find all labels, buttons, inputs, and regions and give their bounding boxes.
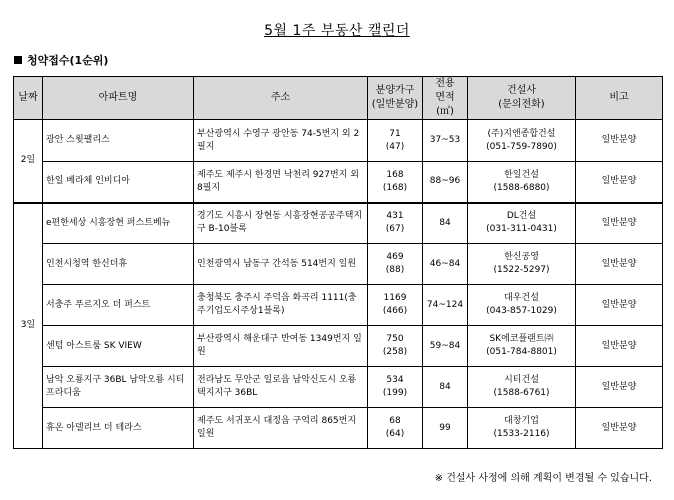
table-row [14,367,663,408]
area-cell: 59~84 [423,326,468,367]
apt-name-cell: 인천시청역 한신더휴 [43,244,194,285]
builder-cell: 대우건설 (043-857-1029) [468,285,576,326]
footnote: ※ 건설사 사정에 의해 계획이 변경될 수 있습니다. [434,473,652,484]
address-cell: 인천광역시 남동구 간석동 514번지 일원 [194,244,368,285]
builder-cell: 대창기업 (1533-2116) [468,408,576,449]
date-cell: 2일 [14,120,43,203]
remark-cell: 일반분양 [576,120,663,162]
builder-cell: 한일건설 (1588-6880) [468,162,576,203]
apt-name-cell: 서충주 푸르지오 더 퍼스트 [43,285,194,326]
apt-name-cell: 휴온 아델리브 더 테라스 [43,408,194,449]
remark-cell: 일반분양 [576,326,663,367]
address-cell: 충청북도 충주시 주덕읍 화곡리 1111(충주기업도시주상1블록) [194,285,368,326]
apt-name-cell: 광안 스윗팰리스 [43,120,194,162]
units-cell: 168 (168) [368,162,423,203]
header-apt: 아파트명 [43,77,194,120]
units-cell: 431 (67) [368,203,423,244]
header-builder: 건설사 (문의전화) [468,77,576,120]
table-row [14,285,663,326]
area-cell: 84 [423,367,468,408]
builder-cell: SK에코플랜트㈜ (051-784-8801) [468,326,576,367]
area-cell: 99 [423,408,468,449]
page-title: 5월 1주 부동산 캘린더 [264,23,410,39]
table-row [14,408,663,449]
address-cell: 경기도 시흥시 장현동 시흥장현공공주택지구 B-10블록 [194,203,368,244]
remark-cell: 일반분양 [576,244,663,285]
header-remark: 비고 [576,77,663,120]
address-cell: 제주도 서귀포시 대정읍 구억리 865번지 일원 [194,408,368,449]
area-cell: 74~124 [423,285,468,326]
units-cell: 750 (258) [368,326,423,367]
remark-cell: 일반분양 [576,408,663,449]
builder-cell: DL건설 (031-311-0431) [468,203,576,244]
header-units: 분양가구 (일반분양) [368,77,423,120]
remark-cell: 일반분양 [576,203,663,244]
remark-cell: 일반분양 [576,285,663,326]
units-cell: 68 (64) [368,408,423,449]
address-cell: 전라남도 무안군 일로읍 남악신도시 오룡택지지구 36BL [194,367,368,408]
area-cell: 88~96 [423,162,468,203]
header-date: 날짜 [14,77,43,120]
area-cell: 84 [423,203,468,244]
area-cell: 37~53 [423,120,468,162]
table-row [14,326,663,367]
apt-name-cell: 한일 베라체 인비디아 [43,162,194,203]
table-row [14,203,663,244]
table-row [14,244,663,285]
calendar-table [13,76,663,449]
units-cell: 469 (88) [368,244,423,285]
builder-cell: 한신공영 (1522-5297) [468,244,576,285]
table-row [14,162,663,203]
address-cell: 부산광역시 수영구 광안동 74-5번지 외 2필지 [194,120,368,162]
table-row [14,120,663,162]
units-cell: 534 (199) [368,367,423,408]
address-cell: 부산광역시 해운대구 반여동 1349번지 일원 [194,326,368,367]
header-address: 주소 [194,77,368,120]
remark-cell: 일반분양 [576,162,663,203]
units-cell: 71 (47) [368,120,423,162]
remark-cell: 일반분양 [576,367,663,408]
header-area: 전용 면적 (㎡) [423,77,468,120]
square-bullet-icon [14,56,22,64]
section-heading [14,52,108,68]
builder-cell: 시티건설 (1588-6761) [468,367,576,408]
section-label: 청약접수(1순위) [27,54,109,67]
area-cell: 46~84 [423,244,468,285]
date-cell: 3일 [14,203,43,449]
units-cell: 1169 (466) [368,285,423,326]
apt-name-cell: e편한세상 시흥장현 퍼스트베뉴 [43,203,194,244]
address-cell: 제주도 제주시 한경면 낙천리 927번지 외 8필지 [194,162,368,203]
apt-name-cell: 남악 오룡지구 36BL 남악오룡 시티프라디움 [43,367,194,408]
apt-name-cell: 센텀 아스트룸 SK VIEW [43,326,194,367]
builder-cell: (주)지앤종합건설 (051-759-7890) [468,120,576,162]
